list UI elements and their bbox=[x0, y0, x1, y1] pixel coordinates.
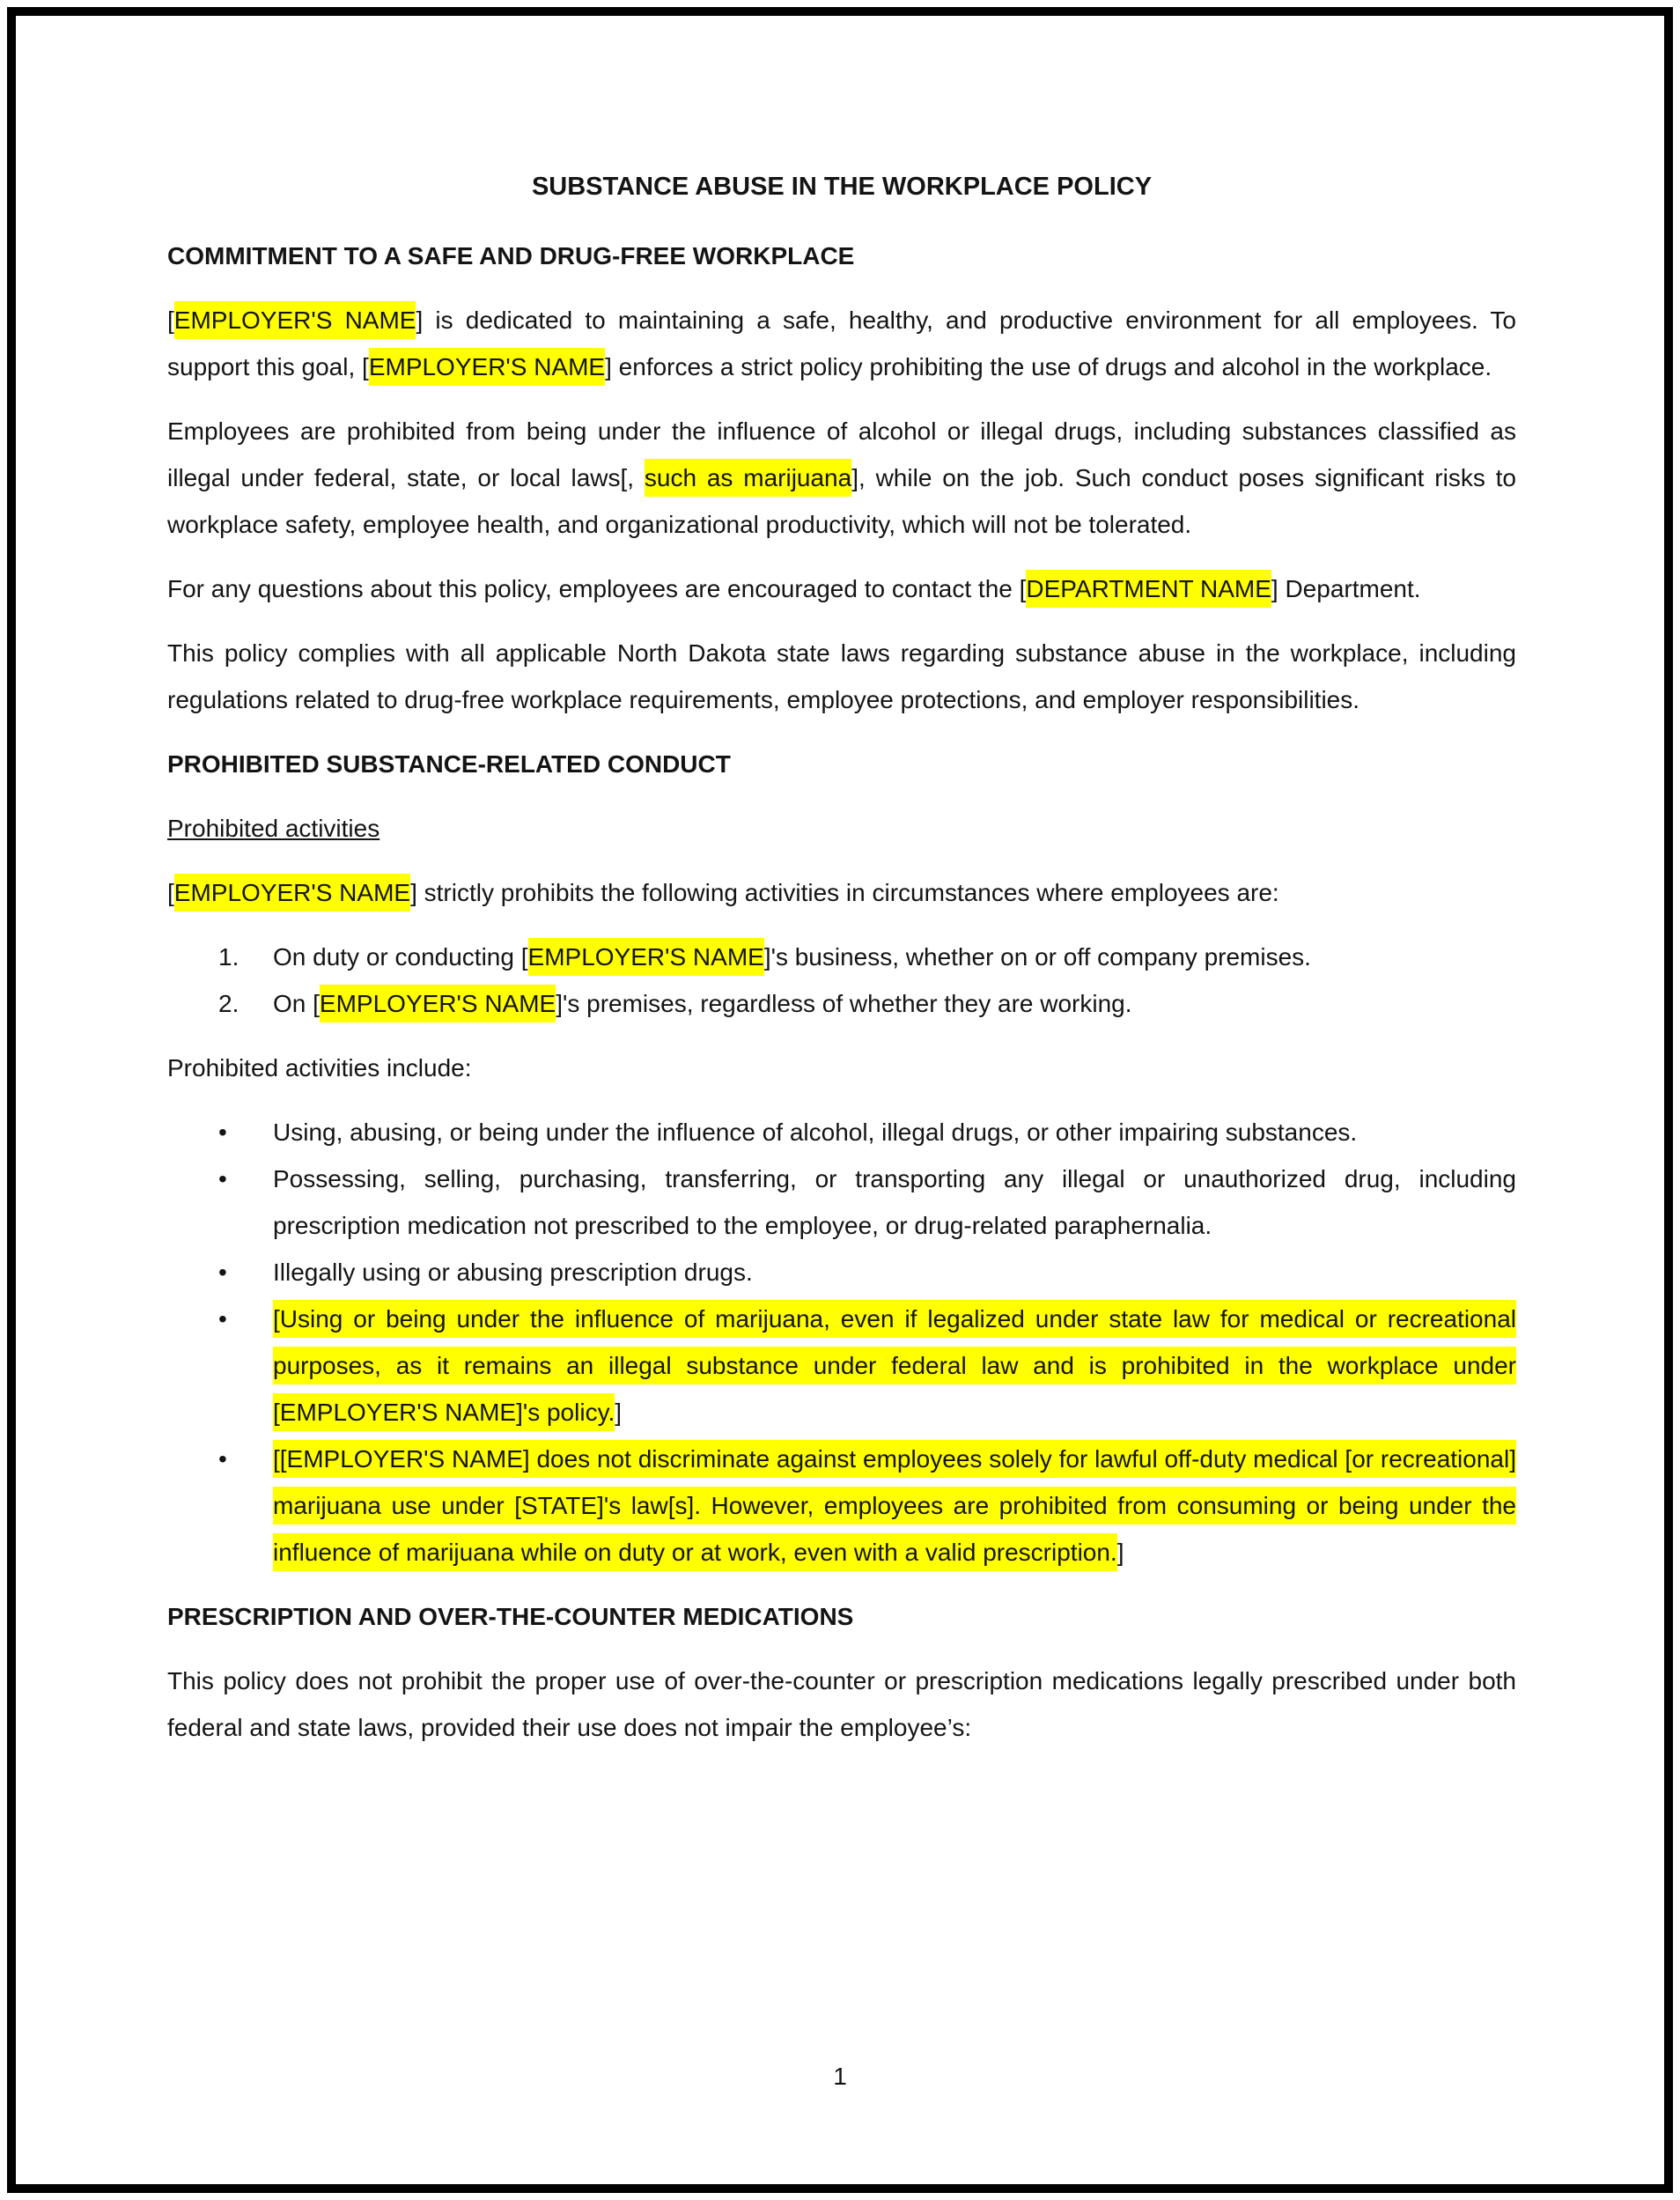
highlighted-text: EMPLOYER'S NAME bbox=[174, 874, 410, 912]
page-number: 1 bbox=[833, 2063, 847, 2090]
text-run: ] strictly prohibits the following activities in circumstances where employees are: bbox=[410, 879, 1279, 906]
bullet-list bbox=[167, 1109, 1516, 1576]
bullet-item-text bbox=[273, 1259, 753, 1286]
paragraph-prohibition bbox=[167, 408, 1516, 548]
highlighted-text: EMPLOYER'S NAME bbox=[320, 985, 556, 1022]
numbered-item-text bbox=[273, 938, 1311, 976]
text-run: Possessing, selling, purchasing, transferring, or transporting any illegal or unauthorized drug, including prescription medication not prescribed to the employee, or drug-related paraphernalia. bbox=[273, 1165, 1516, 1239]
heading-prohibited-conduct: PROHIBITED SUBSTANCE-RELATED CONDUCT bbox=[167, 750, 731, 778]
paragraph-questions bbox=[167, 565, 1516, 612]
bullet-item bbox=[167, 1249, 1516, 1296]
text-run: [ bbox=[167, 306, 174, 334]
highlighted-text: EMPLOYER'S NAME bbox=[369, 348, 605, 386]
bullet-icon: • bbox=[218, 1445, 227, 1473]
bullet-item-text bbox=[273, 1300, 1516, 1431]
text-run: ]'s business, whether on or off company premises. bbox=[763, 943, 1311, 971]
text-run: This policy complies with all applicable North Dakota state laws regarding substance abuse in the workplace, including regulations related to drug-free workplace requirements, employee protections, and employer responsibilities. bbox=[167, 639, 1516, 713]
bullet-item bbox=[167, 1109, 1516, 1155]
bullet-item-text bbox=[273, 1165, 1516, 1239]
bullet-icon: • bbox=[218, 1259, 227, 1286]
document-page bbox=[7, 7, 1673, 2193]
bullet-icon: • bbox=[218, 1165, 227, 1192]
bullet-item-text bbox=[273, 1118, 1357, 1146]
numbered-item-text bbox=[273, 985, 1132, 1022]
highlighted-text: [[EMPLOYER'S NAME] does not discriminate against employees solely for lawful off-duty medical [or recreational] marijuana use under [STATE]'s law[s]. However, employees are prohibited from consuming or being under the influence of marijuana while on duty or at work, even with a valid prescription. bbox=[273, 1440, 1516, 1571]
highlighted-text: EMPLOYER'S NAME bbox=[528, 938, 764, 976]
text-run: [ bbox=[167, 879, 174, 906]
numbered-item bbox=[167, 934, 1516, 980]
text-run: ] enforces a strict policy prohibiting the use of drugs and alcohol in the workplace. bbox=[605, 353, 1492, 380]
bullet-item bbox=[167, 1436, 1516, 1576]
bullet-item-text bbox=[273, 1440, 1516, 1571]
highlighted-text: DEPARTMENT NAME bbox=[1026, 570, 1271, 608]
text-run: Illegally using or abusing prescription drugs. bbox=[273, 1259, 753, 1286]
text-run: Using, abusing, or being under the influence of alcohol, illegal drugs, or other impairing substances. bbox=[273, 1118, 1358, 1146]
text-run: ] bbox=[615, 1399, 623, 1426]
text-run: Prohibited activities include: bbox=[167, 1054, 472, 1082]
text-run: For any questions about this policy, employees are encouraged to contact the [ bbox=[167, 575, 1027, 602]
numbered-item bbox=[167, 980, 1516, 1027]
list-number: 1. bbox=[218, 943, 239, 971]
text-run: ]'s premises, regardless of whether they are working. bbox=[556, 990, 1132, 1017]
bullet-icon: • bbox=[218, 1118, 227, 1146]
bullet-item bbox=[167, 1155, 1516, 1249]
text-run: ] bbox=[1116, 1539, 1124, 1566]
text-run: ], while on the job. Such conduct poses significant risks to workplace safety, employee health, and organizational productivity, which will not be tolerated. bbox=[167, 464, 1516, 538]
paragraph-dedication bbox=[167, 297, 1516, 390]
heading-medications: PRESCRIPTION AND OVER-THE-COUNTER MEDICATIONS bbox=[167, 1603, 854, 1630]
highlighted-text: EMPLOYER'S NAME bbox=[174, 301, 416, 339]
numbered-list bbox=[167, 934, 1516, 1027]
paragraph-compliance bbox=[167, 630, 1516, 723]
text-run: On duty or conducting [ bbox=[273, 943, 528, 971]
subheading-text: Prohibited activities bbox=[167, 815, 380, 842]
subheading-prohibited-activities bbox=[167, 805, 1516, 852]
highlighted-text: such as marijuana bbox=[645, 459, 851, 497]
bullet-item bbox=[167, 1296, 1516, 1436]
paragraph-strictly-prohibits bbox=[167, 869, 1516, 916]
list-number: 2. bbox=[218, 990, 239, 1017]
text-run: ] Department. bbox=[1271, 575, 1421, 602]
text-run: On [ bbox=[273, 990, 320, 1017]
paragraph-activities-include bbox=[167, 1045, 1516, 1091]
text-run: Employees are prohibited from being under the influence of alcohol or illegal drugs, including substances classified as illegal under federal, state, or local laws[, bbox=[167, 417, 1516, 491]
text-run: This policy does not prohibit the proper use of over-the-counter or prescription medications legally prescribed under both federal and state laws, provided their use does not impair the employee’s: bbox=[167, 1667, 1516, 1741]
document-content bbox=[16, 16, 1664, 1751]
bullet-icon: • bbox=[218, 1305, 227, 1333]
highlighted-text: [Using or being under the influence of marijuana, even if legalized under state law for medical or recreational purposes, as it remains an illegal substance under federal law and is prohibited in the workplace under [EMPLOYER'S NAME]'s policy. bbox=[273, 1300, 1516, 1431]
document-title: SUBSTANCE ABUSE IN THE WORKPLACE POLICY bbox=[531, 173, 1153, 201]
heading-commitment: COMMITMENT TO A SAFE AND DRUG-FREE WORKPLACE bbox=[167, 242, 855, 269]
paragraph-medications bbox=[167, 1657, 1516, 1751]
text-run: ] is dedicated to maintaining a safe, healthy, and productive environment for all employees. To support this goal, [ bbox=[167, 306, 1516, 380]
